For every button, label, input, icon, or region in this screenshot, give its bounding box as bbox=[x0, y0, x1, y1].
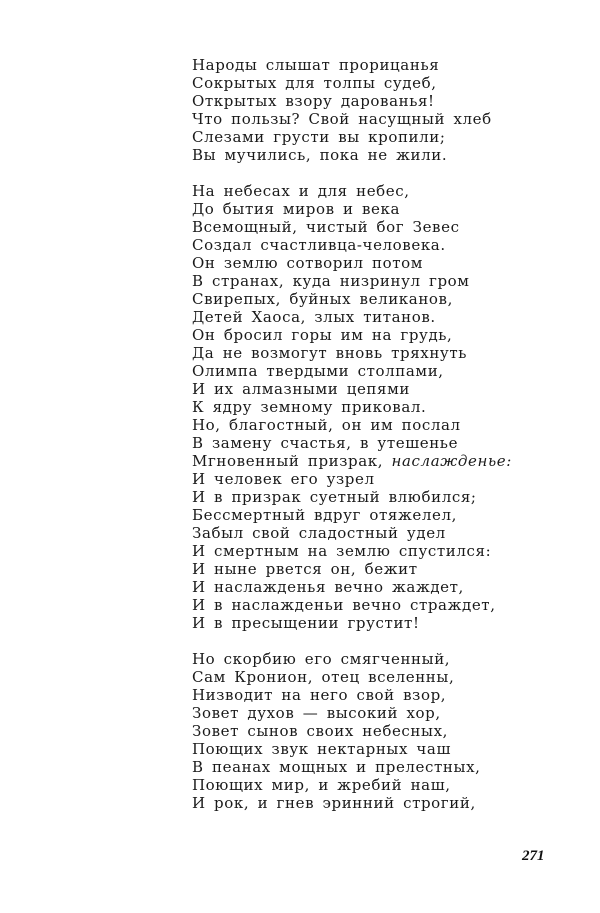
poem-line: Народы слышат прорицанья bbox=[192, 56, 440, 74]
poem-line: До бытия миров и века bbox=[192, 200, 401, 218]
poem-line: И рок, и гнев эринний строгий, bbox=[192, 794, 476, 812]
poem-line: И в пресыщении грустит! bbox=[192, 614, 420, 632]
poem-line: Он бросил горы им на грудь, bbox=[192, 326, 453, 344]
poem-line: Создал счастливца-человека. bbox=[192, 236, 446, 254]
poem-line: В замену счастья, в утешенье bbox=[192, 434, 459, 452]
poem-line: Всемощный, чистый бог Зевес bbox=[192, 218, 460, 236]
poem-line: И в призрак суетный влюбился; bbox=[192, 488, 477, 506]
poem-line: Зовет духов — высокий хор, bbox=[192, 704, 441, 722]
poem-text bbox=[192, 56, 552, 830]
stanza-2 bbox=[192, 182, 552, 632]
poem-line bbox=[192, 452, 552, 470]
page-number: 271 bbox=[522, 848, 545, 864]
poem-line: Вы мучились, пока не жили. bbox=[192, 146, 448, 164]
poem-line: На небесах и для небес, bbox=[192, 182, 410, 200]
poem-line: И в наслажденьи вечно страждет, bbox=[192, 596, 496, 614]
poem-line-text: Мгновенный призрак, bbox=[192, 452, 384, 470]
poem-line: И смертным на землю спустился: bbox=[192, 542, 492, 560]
poem-line: И ныне рвется он, бежит bbox=[192, 560, 418, 578]
poem-line: Поющих звук нектарных чаш bbox=[192, 740, 451, 758]
poem-line: Свирепых, буйных великанов, bbox=[192, 290, 453, 308]
poem-line: Поющих мир, и жребий наш, bbox=[192, 776, 451, 794]
poem-line: И человек его узрел bbox=[192, 470, 375, 488]
poem-line: И их алмазными цепями bbox=[192, 380, 410, 398]
poem-line: Что пользы? Свой насущный хлеб bbox=[192, 110, 492, 128]
poem-line: Сокрытых для толпы судеб, bbox=[192, 74, 437, 92]
italic-emphasis: наслажденье: bbox=[391, 452, 512, 470]
poem-line: Бессмертный вдруг отяжелел, bbox=[192, 506, 457, 524]
poem-line: Забыл свой сладостный удел bbox=[192, 524, 446, 542]
poem-line: В странах, куда низринул гром bbox=[192, 272, 470, 290]
stanza-1 bbox=[192, 56, 552, 164]
poem-line: Открытых взору дарованья! bbox=[192, 92, 435, 110]
poem-line: В пеанах мощных и прелестных, bbox=[192, 758, 481, 776]
poem-line: И наслажденья вечно жаждет, bbox=[192, 578, 464, 596]
poem-line: Сам Кронион, отец вселенны, bbox=[192, 668, 455, 686]
poem-line: Низводит на него свой взор, bbox=[192, 686, 447, 704]
poem-line: Зовет сынов своих небесных, bbox=[192, 722, 448, 740]
poem-line: Олимпа твердыми столпами, bbox=[192, 362, 444, 380]
stanza-3 bbox=[192, 650, 552, 812]
poem-line: Он землю сотворил потом bbox=[192, 254, 424, 272]
poem-line: Но, благостный, он им послал bbox=[192, 416, 461, 434]
poem-line: Слезами грусти вы кропили; bbox=[192, 128, 446, 146]
poem-line: Детей Хаоса, злых титанов. bbox=[192, 308, 436, 326]
poem-line: К ядру земному приковал. bbox=[192, 398, 427, 416]
poem-line: Но скорбию его смягченный, bbox=[192, 650, 451, 668]
poem-line: Да не возмогут вновь тряхнуть bbox=[192, 344, 468, 362]
